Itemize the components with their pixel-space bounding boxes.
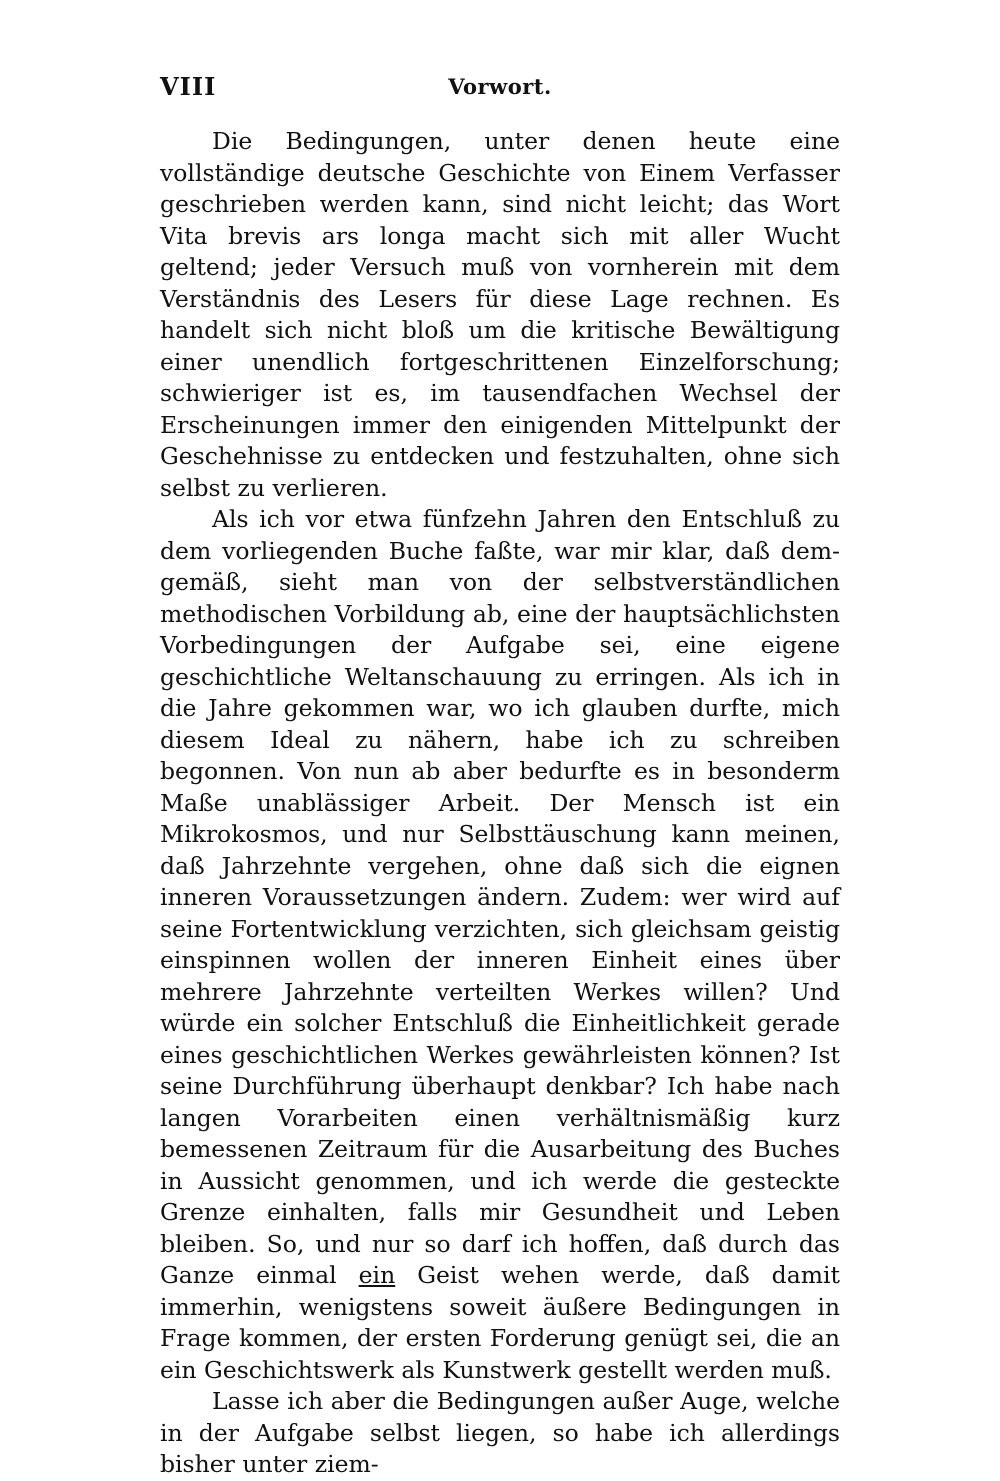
paragraph-2-text-after: Geist wehen werde, daß damit immerhin, wenigstens soweit äußere Bedingungen in Frage kommen, der ersten Forderung genügt sei, die an ein Geschichtswerk als Kunstwerk gestellt werden muß. xyxy=(160,1261,840,1384)
page-number: VIII xyxy=(160,72,217,101)
page-header xyxy=(160,72,840,106)
body-text xyxy=(160,126,840,1481)
emphasized-word: ein xyxy=(358,1261,396,1289)
running-title: Vorwort. xyxy=(448,74,552,99)
paragraph-1: Die Bedingungen, unter denen heute eine vollständige deutsche Geschichte von Einem Verfasser geschrieben werden kann, sind nicht leicht; das Wort Vita brevis ars longa macht sich mit aller Wucht geltend; jeder Versuch muß von vornherein mit dem Verständnis des Lesers für diese Lage rechnen. Es handelt sich nicht bloß um die kritische Bewältigung einer unendlich fortgeschrittenen Einzelforschung; schwieriger ist es, im tausendfachen Wechsel der Erscheinungen immer den einigenden Mittelpunkt der Geschehnisse zu entdecken und festzuhalten, ohne sich selbst zu verlieren. xyxy=(160,127,840,502)
paragraph-2-text: Als ich vor etwa fünfzehn Jahren den Entschluß zu dem vorliegenden Buche faßte, war mir klar, daß demgemäß, sieht man von der selbstverständlichen methodischen Vorbildung ab, eine der hauptsächlichsten Vorbedingungen der Aufgabe sei, eine eigene geschichtliche Weltanschauung zu erringen. Als ich in die Jahre gekommen war, wo ich glauben durfte, mich diesem Ideal zu nähern, habe ich zu schreiben begonnen. Von nun ab aber bedurfte es in besonderm Maße unablässiger Arbeit. Der Mensch ist ein Mikrokosmos, und nur Selbsttäuschung kann meinen, daß Jahrzehnte vergehen, ohne daß sich die eignen inneren Voraussetzungen ändern. Zudem: wer wird auf seine Fortentwicklung verzichten, sich gleichsam geistig einspinnen wollen der inneren Einheit eines über mehrere Jahrzehnte verteilten Werkes willen? Und würde ein solcher Entschluß die Einheitlichkeit gerade eines geschichtlichen Werkes gewährleisten können? Ist seine Durchführung überhaupt denkbar? Ich habe nach langen Vorarbeiten einen verhältnismäßig kurz bemessenen Zeitraum für die Ausarbeitung des Buches in Aussicht genommen, und ich werde die gesteckte Grenze einhalten, falls mir Gesundheit und Leben bleiben. So, und nur so darf ich hoffen, daß durch das Ganze einmal xyxy=(160,505,840,1289)
paragraph-3: Lasse ich aber die Bedingungen außer Auge, welche in der Aufgabe selbst liegen, so habe ich allerdings bisher unter ziem- xyxy=(160,1387,840,1478)
paragraph-2 xyxy=(160,504,840,1386)
